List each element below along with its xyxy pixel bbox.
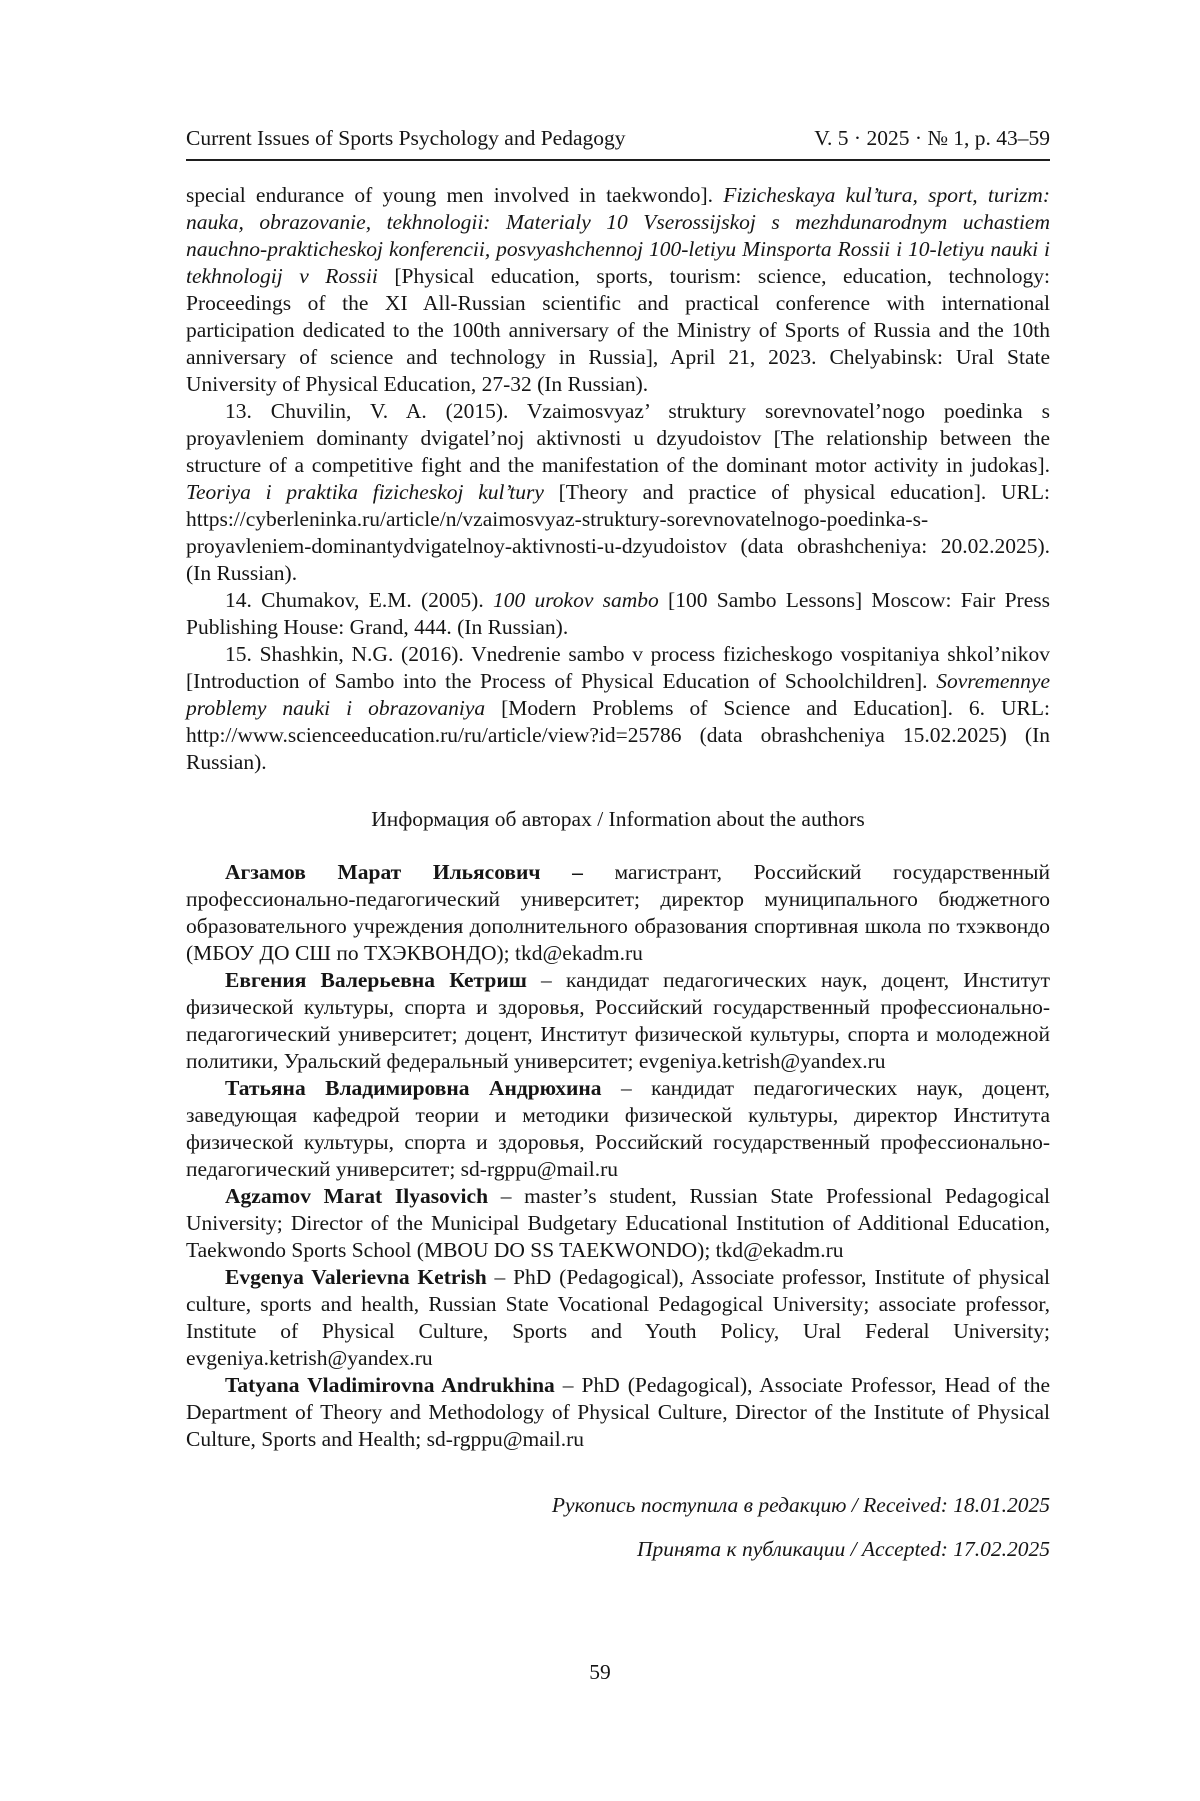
author-entry-ru-agzamov (186, 859, 1050, 967)
reference-source-italic: 100 urokov sambo (492, 588, 659, 612)
running-head (186, 126, 1050, 161)
author-details: – master’s student, Russian State Professional Pedagogical University; Director of the Municipal Budgetary Educational Institution of Additional Education, Taekwondo Sports School (MBOU DO SS TAEKWONDO); tkd@ekadm.ru (186, 1184, 1050, 1262)
reference-item-13 (186, 398, 1050, 587)
accepted-line: Принята к публикации / Accepted: 17.02.2025 (636, 1537, 1050, 1561)
author-name: Agzamov Marat Ilyasovich (225, 1184, 489, 1208)
author-entry-ru-ketrish (186, 967, 1050, 1075)
author-name: Евгения Валерьевна Кетриш (225, 968, 527, 992)
author-name: Evgenya Valerievna Ketrish (225, 1265, 487, 1289)
author-entry-en-ketrish (186, 1264, 1050, 1372)
reference-text: 13. Chuvilin, V. A. (2015). Vzaimosvyaz’ struktury sorevnovatel’nogo poedinka s proyavleniem dominanty dvigatel’noj aktivnosti u dzyudoistov [The relationship between the structure of a competitive fight and the manifestation of the dominant motor activity in judokas]. (186, 399, 1050, 477)
authors-section-heading: Информация об авторах / Information about the authors (371, 807, 865, 831)
author-entry-en-agzamov (186, 1183, 1050, 1264)
reference-text: [Modern Problems of Science and Education]. 6. URL: http://www.scienceeducation.ru/ru/article/view?id=25786 (data obrashcheniya 15.02.2025) (In Russian). (186, 696, 1050, 774)
received-line: Рукопись поступила в редакцию / Received: 18.01.2025 (551, 1493, 1050, 1517)
page-number: 59 (589, 1660, 611, 1684)
author-details: магистрант, Российский государственный профессионально-педагогический университет; директор муниципального бюджетного образовательного учреждения дополнительного образования спортивная школа по тхэквондо (МБОУ ДО СШ по ТХЭКВОНДО); tkd@ekadm.ru (186, 860, 1050, 965)
author-details: – PhD (Pedagogical), Associate Professor, Head of the Department of Theory and Methodology of Physical Culture, Director of the Institute of Physical Culture, Sports and Health; sd-rgppu@mail.ru (186, 1373, 1050, 1451)
dates-block (186, 1483, 1050, 1571)
author-details: – кандидат педагогических наук, доцент, заведующая кафедрой теории и методики физической культуры, директор Института физической культуры, спорта и здоровья, Российский государственный профессионально-педагогический университет; sd-rgppu@mail.ru (186, 1076, 1050, 1181)
authors-section (186, 859, 1050, 1453)
reference-item-14 (186, 587, 1050, 641)
author-entry-en-andrukhina (186, 1372, 1050, 1453)
author-details: – PhD (Pedagogical), Associate professor, Institute of physical culture, sports and health, Russian State Vocational Pedagogical University; associate professor, Institute of Physical Culture, Sports and Youth Policy, Ural Federal University; evgeniya.ketrish@yandex.ru (186, 1265, 1050, 1370)
reference-text: special endurance of young men involved in taekwondo]. (186, 183, 724, 207)
text-block (186, 126, 1050, 1571)
reference-text: 15. Shashkin, N.G. (2016). Vnedrenie sambo v process fizicheskogo vospitaniya shkol’nikov [Introduction of Sambo into the Process of Physical Education of Schoolchildren]. (186, 642, 1050, 693)
reference-item-15 (186, 641, 1050, 776)
reference-text: [100 Sambo Lessons] Moscow: Fair Press Publishing House: Grand, 444. (In Russian). (186, 588, 1050, 639)
reference-text: [Physical education, sports, tourism: science, education, technology: Proceedings of the XI All-Russian scientific and practical conference with international participation dedicated to the 100th anniversary of the Ministry of Sports of Russia and the 10th anniversary of science and technology in Russia], April 21, 2023. Chelyabinsk: Ural State University of Physical Education, 27-32 (In Russian). (186, 264, 1050, 396)
issue-info: V. 5 · 2025 · № 1, p. 43–59 (814, 126, 1050, 150)
reference-source-italic: Teoriya i praktika fizicheskoj kul’tury (186, 480, 544, 504)
references-section (186, 182, 1050, 776)
author-name: Агзамов Марат Ильясович – (225, 860, 583, 884)
journal-title: Current Issues of Sports Psychology and Pedagogy (186, 126, 626, 150)
author-entry-ru-andrukhina (186, 1075, 1050, 1183)
reference-text: [Theory and practice of physical education]. URL: https://cyberleninka.ru/article/n/vzaimosvyaz-struktury-sorevnovatelnogo-poedinka-s-proyavleniem-dominantydvigatelnoy-aktivnosti-u-dzyudoistov (data obrashcheniya: 20.02.2025). (In Russian). (186, 480, 1050, 585)
author-name: Татьяна Владимировна Андрюхина (225, 1076, 602, 1100)
reference-text: 14. Chumakov, E.M. (2005). (225, 588, 493, 612)
author-details: – кандидат педагогических наук, доцент, Институт физической культуры, спорта и здоровья, Российский государственный профессионально-педагогический университет; доцент, Институт физической культуры, спорта и молодежной политики, Уральский федеральный университет; evgeniya.ketrish@yandex.ru (186, 968, 1050, 1073)
reference-source-italic: Sovremennye problemy nauki i obrazovaniya (186, 669, 1050, 720)
reference-source-italic: Fizicheskaya kul’tura, sport, turizm: nauka, obrazovanie, tekhnologii: Materialy 10 Vserossijskoj s mezhdunarodnym uchastiem nauchno-prakticheskoj konferencii, posvyashchennoj 100-letiyu Minsporta Rossii i 10-letiyu nauki i tekhnologij v Rossii (186, 183, 1050, 288)
author-name: Tatyana Vladimirovna Andrukhina (225, 1373, 555, 1397)
reference-continuation-paragraph (186, 182, 1050, 398)
